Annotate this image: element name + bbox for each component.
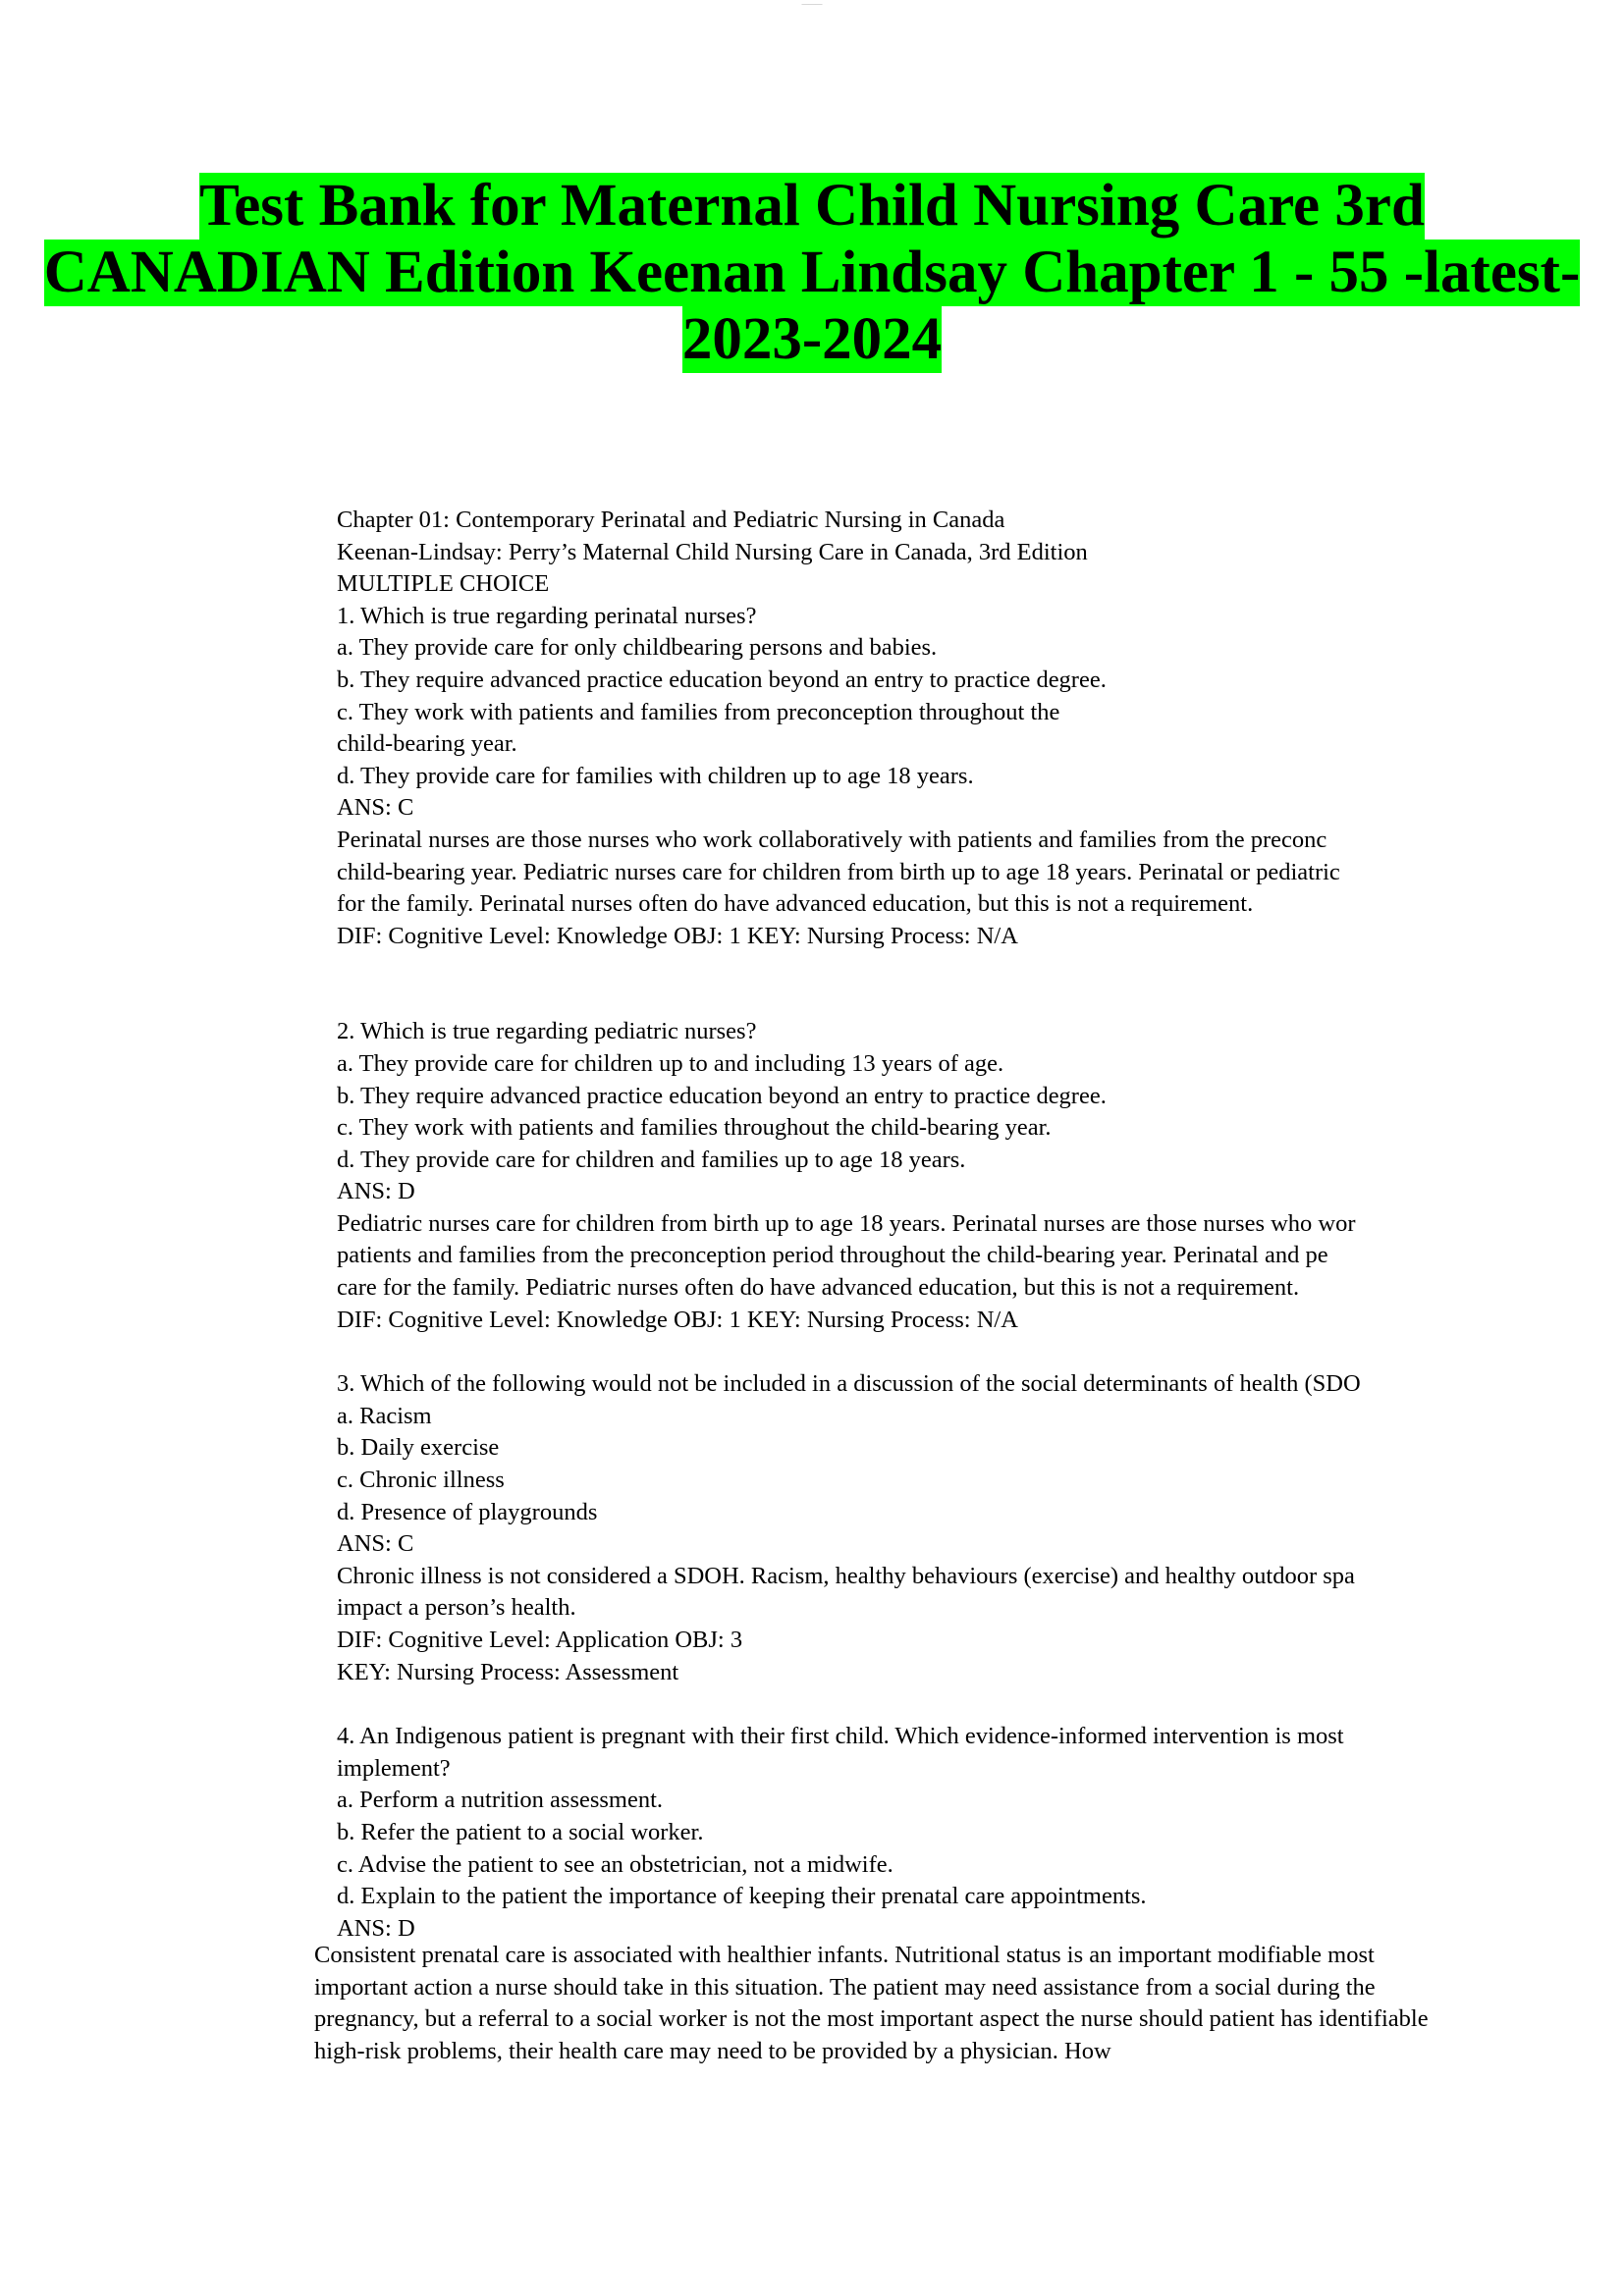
rationale-line: Consistent prenatal care is associated with healthier infants. Nutritional status is an important modifiable most <box>314 1942 1375 1968</box>
rationale-line: impact a person’s health. <box>337 1594 576 1622</box>
rationale-line: pregnancy, but a referral to a social worker is not the most important aspect the nurse should patient has identifiable <box>314 2005 1429 2033</box>
answer-option: b. Daily exercise <box>337 1434 500 1462</box>
question-stem-continued: implement? <box>337 1754 451 1782</box>
answer-option: d. They provide care for children and families up to age 18 years. <box>337 1146 966 1173</box>
question-stem: 4. An Indigenous patient is pregnant with their first child. Which evidence-informed intervention is most <box>337 1723 1344 1750</box>
question-meta: DIF: Cognitive Level: Knowledge OBJ: 1 KEY: Nursing Process: N/A <box>337 1306 1018 1333</box>
section-heading: MULTIPLE CHOICE <box>337 570 550 598</box>
page-header-mark: ——— <box>801 0 823 8</box>
rationale-line: Chronic illness is not considered a SDOH. Racism, healthy behaviours (exercise) and healthy outdoor spa <box>337 1562 1355 1589</box>
question-meta: DIF: Cognitive Level: Knowledge OBJ: 1 KEY: Nursing Process: N/A <box>337 922 1018 949</box>
answer-option: b. They require advanced practice education beyond an entry to practice degree. <box>337 666 1107 693</box>
title-line-1: Test Bank for Maternal Child Nursing Care 3rd <box>199 173 1425 239</box>
title-line-3: 2023-2024 <box>681 306 943 372</box>
answer-option: d. Explain to the patient the importance of keeping their prenatal care appointments. <box>337 1883 1147 1910</box>
answer-key: ANS: D <box>337 1914 415 1942</box>
answer-key: ANS: D <box>337 1178 415 1205</box>
question-stem: 2. Which is true regarding pediatric nurses? <box>337 1018 757 1045</box>
rationale-line: Pediatric nurses care for children from birth up to age 18 years. Perinatal nurses are those nurses who wor <box>337 1209 1356 1237</box>
book-reference: Keenan-Lindsay: Perry’s Maternal Child Nursing Care in Canada, 3rd Edition <box>337 538 1088 565</box>
question-meta: KEY: Nursing Process: Assessment <box>337 1658 679 1685</box>
document-title <box>0 173 1624 373</box>
answer-option: b. They require advanced practice education beyond an entry to practice degree. <box>337 1082 1107 1109</box>
answer-option: b. Refer the patient to a social worker. <box>337 1818 704 1845</box>
question-meta: DIF: Cognitive Level: Application OBJ: 3 <box>337 1627 743 1653</box>
answer-key: ANS: C <box>337 1530 414 1558</box>
answer-option: d. Presence of playgrounds <box>337 1498 598 1525</box>
answer-option: a. They provide care for only childbearing persons and babies. <box>337 634 938 662</box>
rationale-line: for the family. Perinatal nurses often do have advanced education, but this is not a requirement. <box>337 890 1254 918</box>
rationale-paragraph <box>314 1940 1620 2067</box>
answer-option: d. They provide care for families with children up to age 18 years. <box>337 762 974 789</box>
answer-option-continued: child-bearing year. <box>337 730 517 758</box>
answer-key: ANS: C <box>337 794 414 822</box>
rationale-line: high-risk problems, their health care may need to be provided by a physician. How <box>314 2037 1111 2064</box>
answer-option: a. Perform a nutrition assessment. <box>337 1787 664 1814</box>
answer-option: c. They work with patients and families from preconception throughout the <box>337 698 1060 725</box>
answer-option: a. Racism <box>337 1402 432 1429</box>
chapter-heading: Chapter 01: Contemporary Perinatal and Pediatric Nursing in Canada <box>337 507 1005 533</box>
rationale-line: child-bearing year. Pediatric nurses care for children from birth up to age 18 years. Perinatal or pediatric <box>337 858 1340 885</box>
rationale-line: important action a nurse should take in this situation. The patient may need assistance from a social during the <box>314 1973 1376 2001</box>
question-stem: 1. Which is true regarding perinatal nurses? <box>337 602 757 629</box>
rationale-line: Perinatal nurses are those nurses who work collaboratively with patients and families from the preconc <box>337 826 1327 853</box>
rationale-line: patients and families from the preconception period throughout the child-bearing year. Perinatal and pe <box>337 1242 1328 1269</box>
answer-option: c. Advise the patient to see an obstetrician, not a midwife. <box>337 1850 893 1878</box>
title-line-2: CANADIAN Edition Keenan Lindsay Chapter 1 - 55 -latest- <box>43 240 1581 305</box>
question-stem: 3. Which of the following would not be included in a discussion of the social determinants of health (SDO <box>337 1370 1361 1398</box>
answer-option: c. They work with patients and families throughout the child-bearing year. <box>337 1114 1052 1142</box>
document-body <box>337 505 1613 1945</box>
answer-option: a. They provide care for children up to and including 13 years of age. <box>337 1049 1004 1077</box>
rationale-line: care for the family. Pediatric nurses often do have advanced education, but this is not a requirement. <box>337 1274 1300 1302</box>
answer-option: c. Chronic illness <box>337 1467 505 1494</box>
